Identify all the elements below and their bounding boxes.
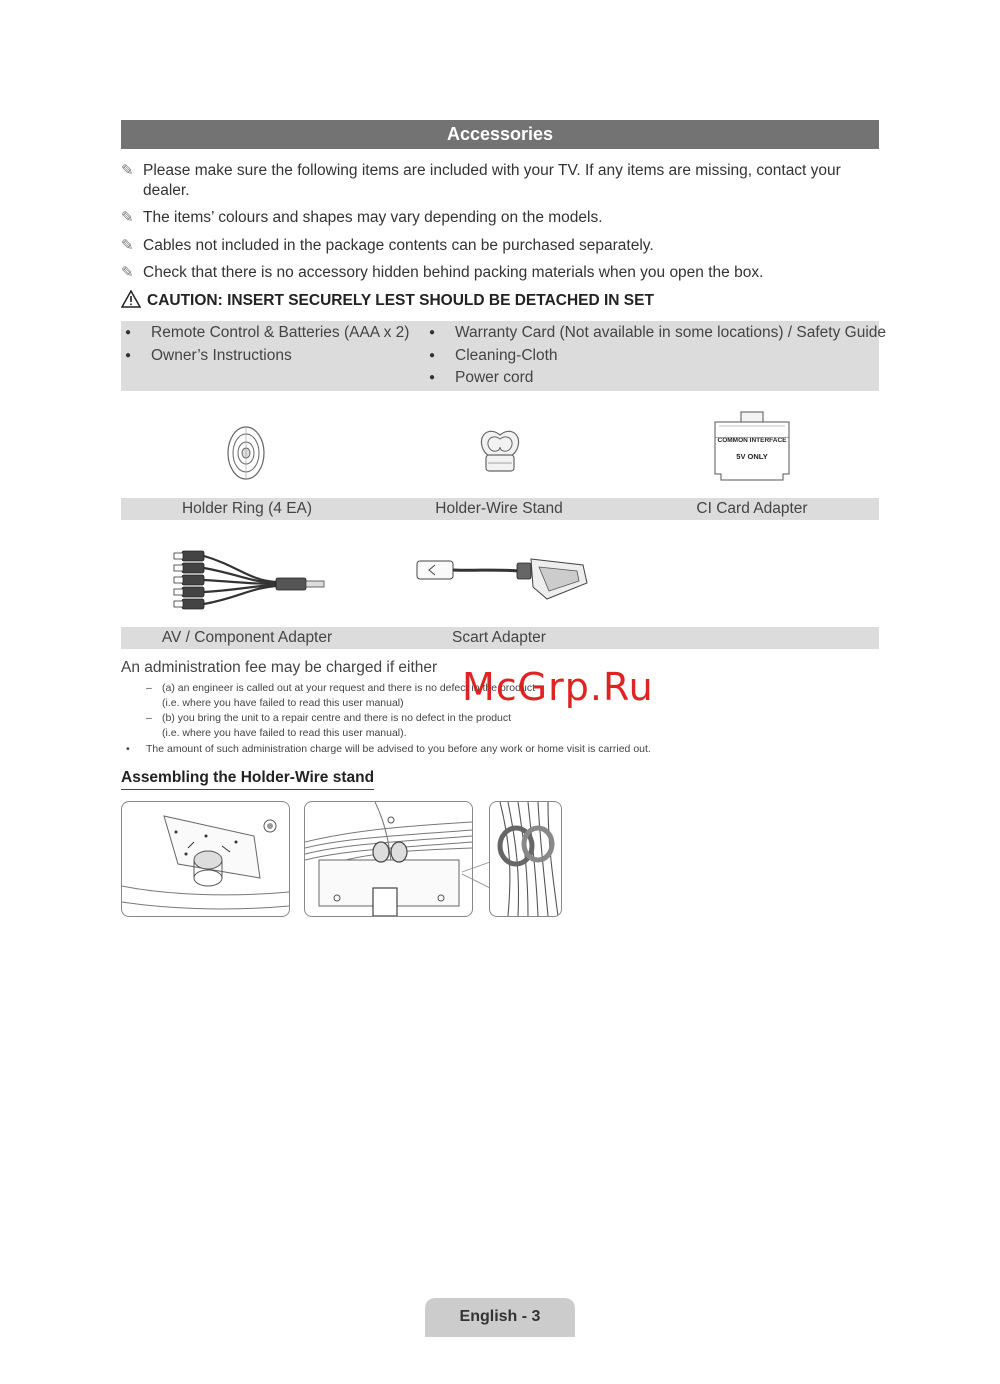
caption-holder-ring: Holder Ring (4 EA) (181, 500, 313, 517)
scart-adapter-illustration (415, 553, 591, 607)
assembly-step-1-illustration (121, 801, 290, 917)
assembly-step-2-illustration (304, 801, 473, 917)
accessories-list-left (121, 322, 409, 367)
assembly-step-3-illustration (489, 801, 562, 917)
note-3: ✎ Cables not included in the package contents can be purchased separately. (121, 237, 654, 254)
fee-item-b-marker: – (146, 712, 152, 724)
caption-ci-card-adapter: CI Card Adapter (696, 500, 808, 517)
accessories-list-box (121, 321, 887, 391)
warning-triangle-icon (121, 290, 141, 308)
ci-card-label-2: 5V ONLY (736, 452, 768, 461)
list-item: ● Remote Control & Batteries (AAA x 2) (125, 324, 410, 341)
holder-ring-illustration (222, 423, 274, 483)
fee-item-a-line1: (a) an engineer is called out at your request and there is no defect in the product (162, 682, 535, 694)
caption-holder-wire-stand: Holder-Wire Stand (435, 500, 563, 517)
note-4: ✎ Check that there is no accessory hidden behind packing materials when you open the box. (121, 264, 764, 281)
pencil-note-icon: ✎ (121, 162, 134, 179)
row2-caption-bar (121, 627, 879, 649)
holder-wire-stand-illustration (474, 425, 526, 477)
list-item: ● Owner’s Instructions (125, 346, 292, 364)
pencil-note-icon: ✎ (121, 264, 134, 281)
ci-card-adapter-illustration (711, 410, 793, 486)
caption-scart-adapter: Scart Adapter (452, 629, 546, 646)
fee-bullet-marker: • (126, 743, 130, 755)
list-item: ● Cleaning-Cloth (429, 346, 558, 364)
fee-item-b-line1: (b) you bring the unit to a repair centre and there is no defect in the product (162, 712, 512, 724)
page-footer: English - 3 (425, 1298, 575, 1337)
caution-line: CAUTION: INSERT SECURELY LEST SHOULD BE DETACHED IN SET (121, 290, 654, 310)
fee-item-b-line2: (i.e. where you have failed to read this user manual). (162, 727, 407, 739)
fee-item-a-line2: (i.e. where you have failed to read this user manual) (162, 697, 404, 709)
list-item: ● Power cord (429, 369, 534, 386)
row1-caption-bar (121, 498, 879, 520)
ci-card-label-1: COMMON INTERFACE (717, 437, 787, 444)
fee-bullet-text: The amount of such administration charge will be advised to you before any work or home visit is carried out. (146, 743, 651, 755)
pencil-note-icon: ✎ (121, 209, 134, 226)
watermark: McGrp.Ru (462, 665, 654, 709)
pencil-note-icon: ✎ (121, 237, 134, 254)
fee-title: An administration fee may be charged if either (121, 659, 438, 676)
zoom-connector-lines (462, 860, 492, 890)
fee-item-a-marker: – (146, 682, 152, 694)
note-2: ✎ The items’ colours and shapes may vary depending on the models. (121, 209, 603, 226)
accessories-list-right (425, 322, 886, 390)
caption-av-component-adapter: AV / Component Adapter (161, 629, 333, 646)
av-component-adapter-illustration (168, 546, 332, 616)
list-item: ● Warranty Card (Not available in some locations) / Safety Guide (429, 324, 887, 341)
assembly-title: Assembling the Holder-Wire stand (121, 769, 374, 790)
note-1: ✎ Please make sure the following items are included with your TV. If any items are missing, contact your dealer. (121, 162, 841, 199)
section-title: Accessories (121, 120, 879, 149)
